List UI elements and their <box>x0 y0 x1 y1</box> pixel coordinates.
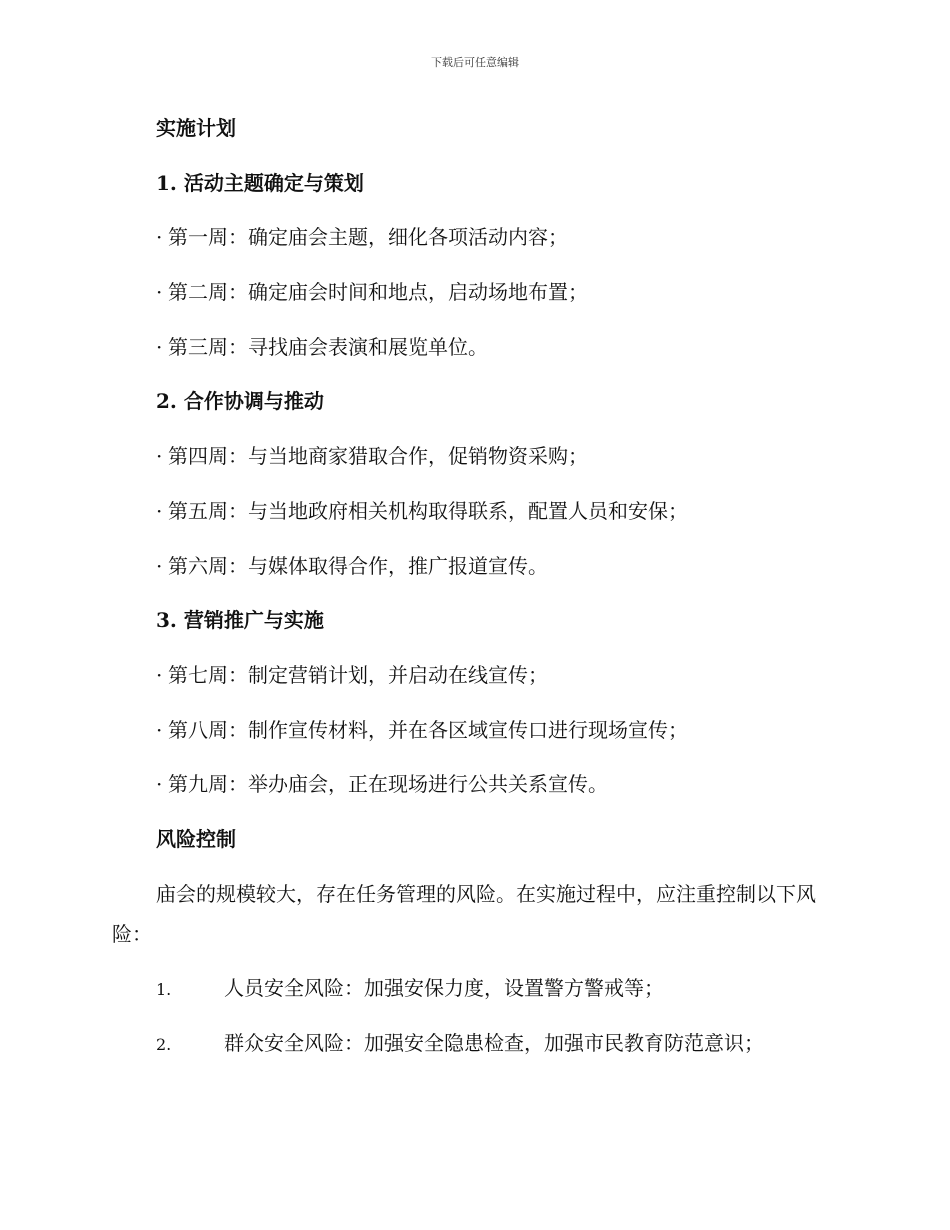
numbered-item-text: 群众安全风险：加强安全隐患检查，加强市民教育防范意识； <box>224 1031 764 1055</box>
list-item-text: 第二周：确定庙会时间和地点，启动场地布置； <box>168 280 588 305</box>
numbered-item <box>112 1023 842 1063</box>
bullet-dot: · <box>156 334 163 359</box>
subsection-title-3: 3. 营销推广与实施 <box>156 608 324 633</box>
bullet-dot: · <box>156 225 163 250</box>
subsection-title-1: 1. 活动主题确定与策划 <box>156 170 364 195</box>
list-item <box>112 436 842 476</box>
bullet-dot: · <box>156 553 163 578</box>
numbered-item-text: 人员安全风险：加强安保力度，设置警方警戒等； <box>224 976 664 1001</box>
section-title-plan: 实施计划 <box>156 116 236 140</box>
item-number: 1. <box>156 980 172 1000</box>
section-title-risk: 风险控制 <box>156 826 236 851</box>
bullet-dot: · <box>156 280 163 305</box>
list-item <box>112 764 842 804</box>
bullet-dot: · <box>156 662 163 687</box>
list-item-text: 第六周：与媒体取得合作，推广报道宣传。 <box>168 553 548 578</box>
list-item <box>112 272 842 312</box>
list-item-text: 第八周：制作宣传材料，并在各区域宣传口进行现场宣传； <box>168 717 688 742</box>
list-item <box>112 546 842 586</box>
list-item-text: 第九周：举办庙会，正在现场进行公共关系宣传。 <box>168 772 608 797</box>
bullet-dot: · <box>156 498 163 523</box>
document-body <box>112 108 842 1078</box>
list-item <box>112 491 842 531</box>
list-item-text: 第三周：寻找庙会表演和展览单位。 <box>168 334 488 359</box>
risk-intro-paragraph: 庙会的规模较大，存在任务管理的风险。在实施过程中，应注重控制以下风险： <box>112 881 816 946</box>
numbered-item <box>112 968 842 1008</box>
bullet-dot: · <box>156 717 163 742</box>
item-number: 2. <box>156 1035 172 1054</box>
list-item-text: 第五周：与当地政府相关机构取得联系，配置人员和安保； <box>168 498 688 523</box>
bullet-dot: · <box>156 772 163 797</box>
list-item <box>112 327 842 367</box>
list-item-text: 第七周：制定营销计划，并启动在线宣传； <box>168 662 548 687</box>
list-item-text: 第四周：与当地商家猎取合作，促销物资采购； <box>168 444 588 469</box>
bullet-dot: · <box>156 444 163 469</box>
list-item <box>112 655 842 695</box>
subsection-title-2: 2. 合作协调与推动 <box>156 389 324 414</box>
list-item <box>112 710 842 750</box>
header-note: 下载后可任意编辑 <box>431 56 519 69</box>
list-item-text: 第一周：确定庙会主题，细化各项活动内容； <box>168 225 568 250</box>
list-item <box>112 217 842 257</box>
